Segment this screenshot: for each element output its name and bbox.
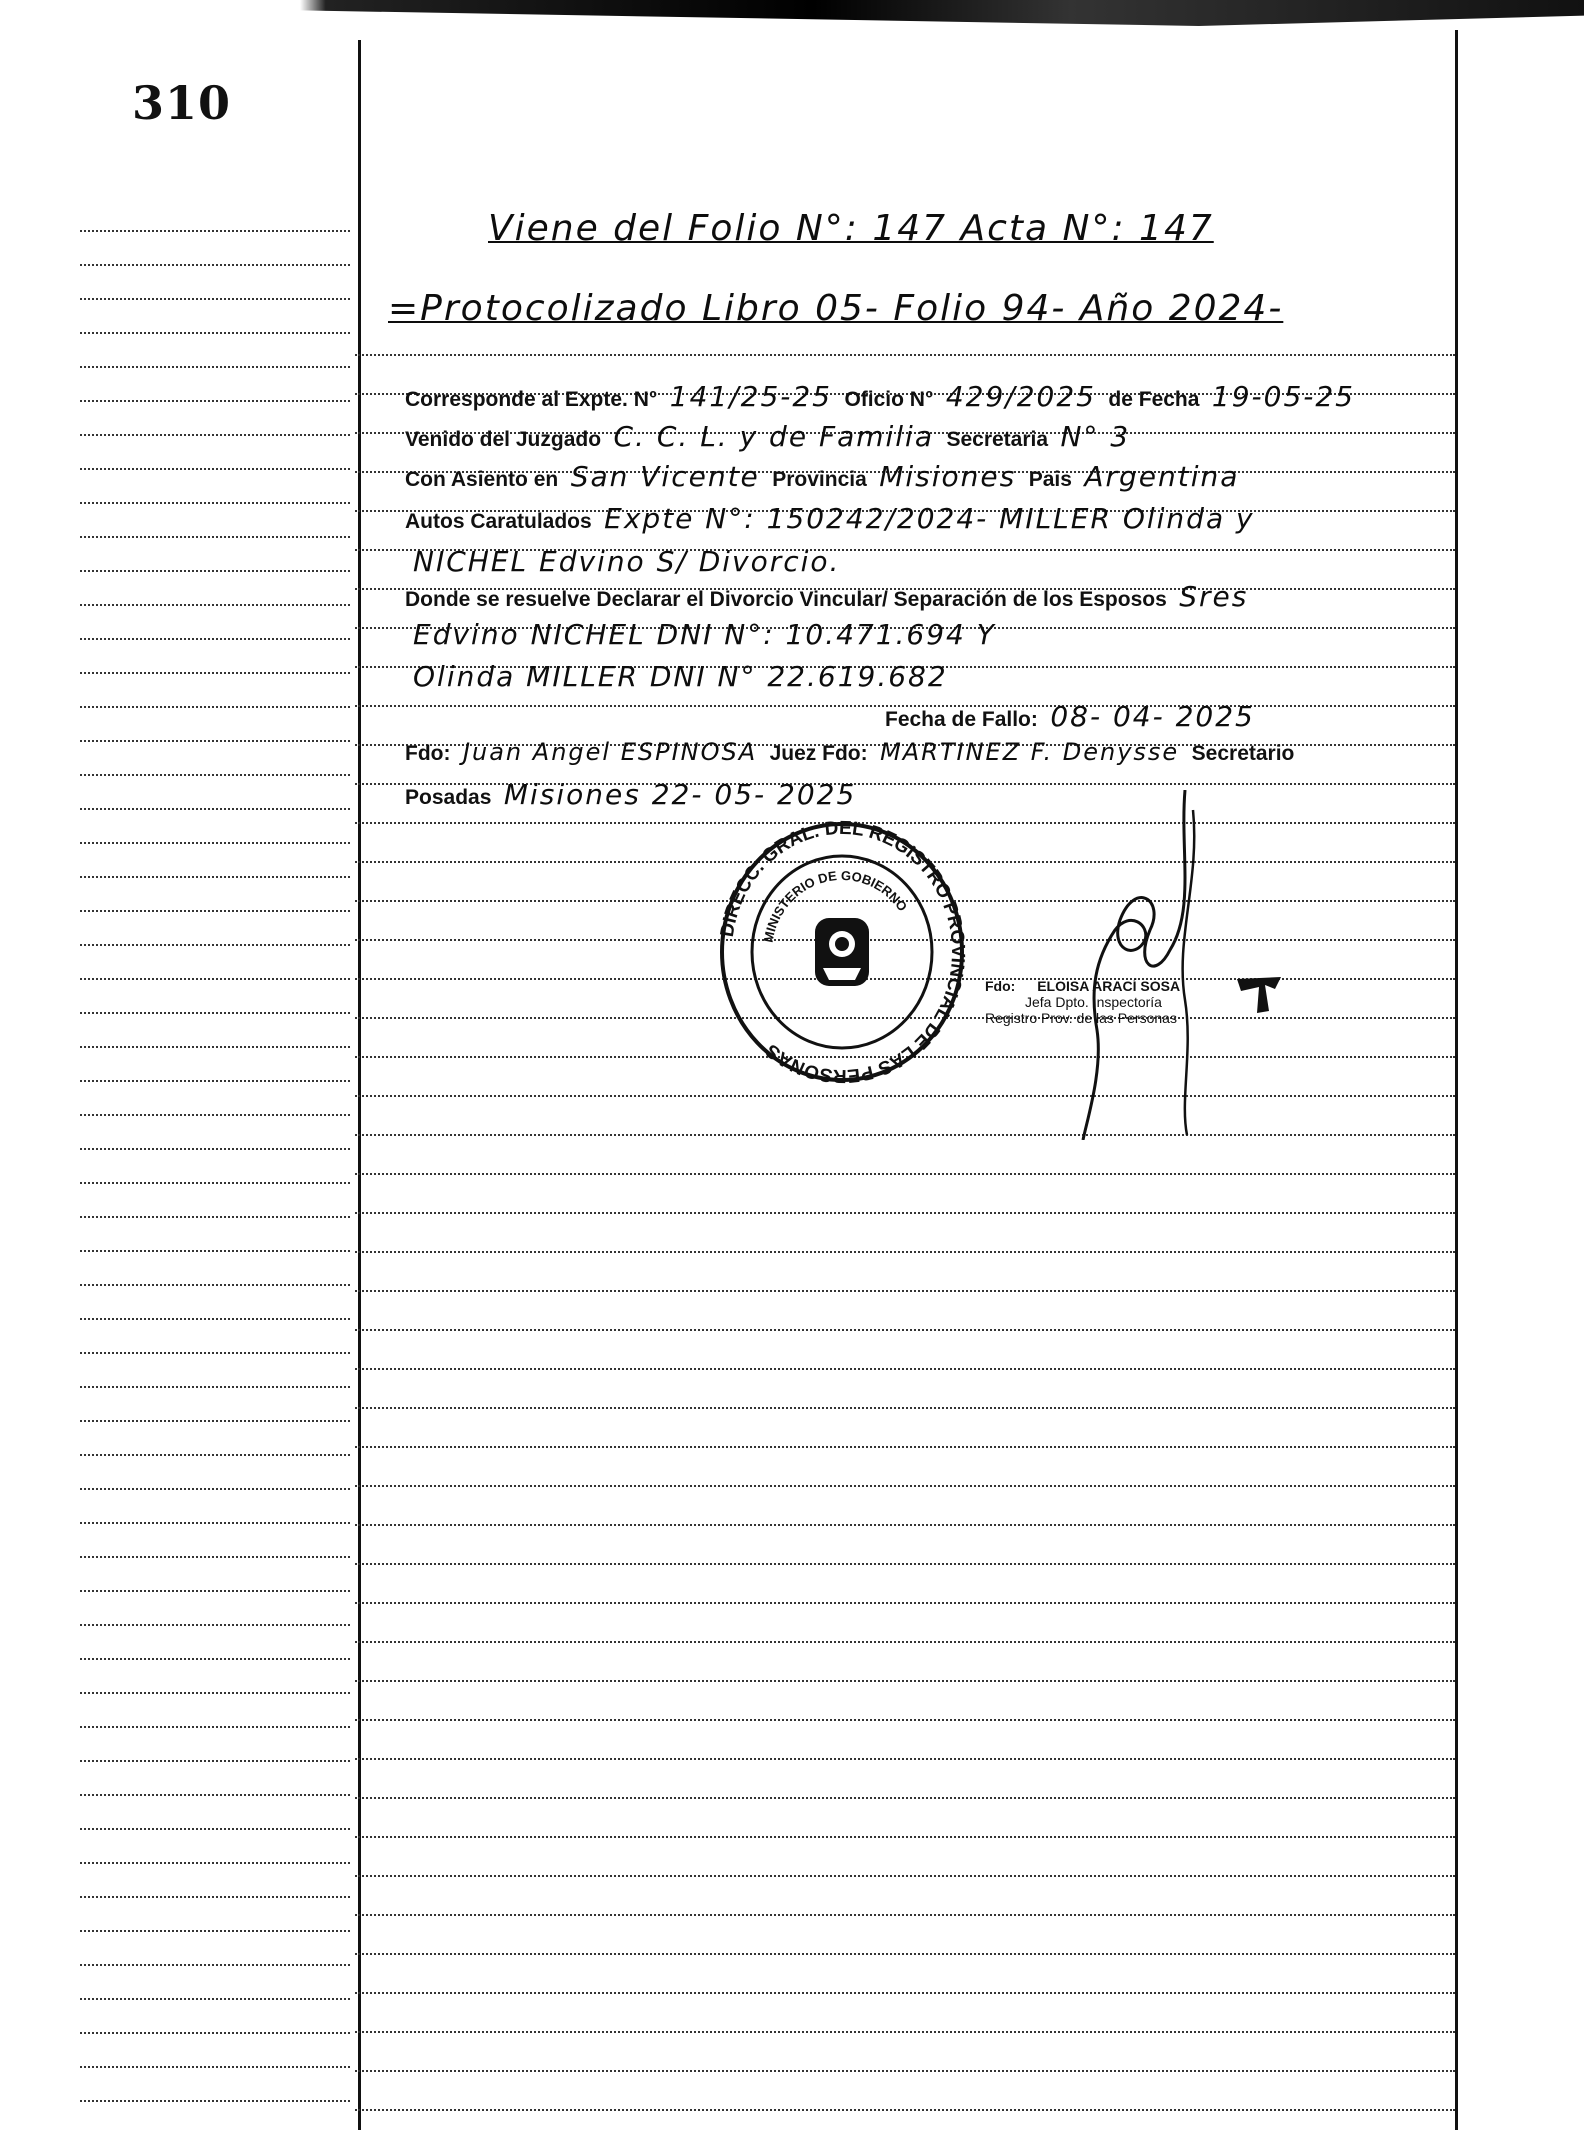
content-rule	[355, 1758, 1455, 1760]
content-rule	[355, 1836, 1455, 1838]
content-rule	[355, 1134, 1455, 1136]
margin-rule	[80, 706, 350, 708]
margin-rule	[80, 502, 350, 504]
stamp-prefix: Fdo:	[985, 978, 1016, 994]
margin-rule	[80, 1386, 350, 1388]
margin-rule	[80, 1726, 350, 1728]
value-secretario: MARTINEZ F. Denysse	[880, 738, 1180, 766]
content-rule	[355, 1485, 1455, 1487]
margin-rule	[80, 1182, 350, 1184]
value-autos-2: NICHEL Edvino S/ Divorcio.	[413, 545, 841, 578]
margin-rule	[80, 536, 350, 538]
content-rule	[355, 1173, 1455, 1175]
margin-rule	[80, 1318, 350, 1320]
stamp-role: Jefa Dpto. Inspectoría	[1025, 994, 1162, 1010]
page-number: 310	[132, 76, 232, 130]
margin-rule	[80, 366, 350, 368]
content-rule	[355, 1095, 1455, 1097]
value-expediente: 141/25-25	[669, 380, 832, 413]
value-fecha: 19-05-25	[1211, 380, 1355, 413]
coat-of-arms-icon	[815, 918, 869, 986]
margin-rule	[80, 400, 350, 402]
margin-rule	[80, 638, 350, 640]
value-donde: Sres	[1179, 580, 1249, 613]
row-autos-cont	[405, 545, 848, 583]
value-posadas: Misiones 22- 05- 2025	[503, 778, 857, 811]
value-juzgado: C. C. L. y de Familia	[613, 420, 934, 453]
margin-rule	[80, 570, 350, 572]
row-expediente	[405, 380, 1363, 418]
margin-rule	[80, 740, 350, 742]
margin-rule	[80, 1250, 350, 1252]
margin-rule	[80, 332, 350, 334]
margin-rule	[80, 1896, 350, 1898]
margin-rule	[80, 1556, 350, 1558]
margin-rule	[80, 1012, 350, 1014]
margin-rule	[80, 1828, 350, 1830]
margin-rule	[80, 1114, 350, 1116]
row-esposo-2	[405, 660, 956, 698]
margin-rule	[80, 1522, 350, 1524]
margin-rule	[80, 1420, 350, 1422]
content-rule	[355, 1602, 1455, 1604]
margin-rule	[80, 1488, 350, 1490]
value-secretaria: N° 3	[1060, 420, 1131, 453]
content-rule	[355, 1641, 1455, 1643]
content-rule	[355, 1563, 1455, 1565]
margin-rule	[80, 2100, 350, 2102]
label-fdo: Fdo:	[405, 742, 451, 765]
value-provincia: Misiones	[879, 460, 1017, 493]
margin-rule	[80, 808, 350, 810]
content-rule	[355, 1914, 1455, 1916]
value-juez: Juan Angel ESPINOSA	[462, 738, 758, 766]
row-esposo-1	[405, 618, 1004, 656]
stamp-name: ELOISA ARACÍ SOSA	[1037, 978, 1181, 994]
margin-rule	[80, 1352, 350, 1354]
margin-rule	[80, 1454, 350, 1456]
margin-rule	[80, 1760, 350, 1762]
seal-outer-text: DIRECC. GRAL. DEL REGISTRO PROVINCIAL DE LAS PERSONAS	[716, 820, 969, 1085]
handwritten-signature	[1075, 790, 1215, 1140]
official-stamp	[985, 978, 1180, 1026]
margin-rule	[80, 264, 350, 266]
label-provincia: Provincia	[772, 468, 867, 491]
label-juez: Juez Fdo:	[769, 742, 868, 765]
margin-ruled-lines	[80, 230, 350, 2110]
stamp-org: Registro Prov. de las Personas	[985, 1010, 1177, 1026]
margin-rule	[80, 774, 350, 776]
content-rule	[355, 1251, 1455, 1253]
row-fecha-fallo	[885, 700, 1263, 738]
content-rule	[355, 1290, 1455, 1292]
margin-rule	[80, 944, 350, 946]
margin-rule	[80, 298, 350, 300]
row-juzgado	[405, 420, 1138, 458]
label-posadas: Posadas	[405, 786, 492, 809]
margin-rule	[80, 876, 350, 878]
margin-rule	[80, 434, 350, 436]
row-resolucion	[405, 580, 1256, 618]
margin-rule	[80, 2066, 350, 2068]
margin-rule	[80, 1862, 350, 1864]
content-rule	[355, 1875, 1455, 1877]
official-seal	[715, 820, 970, 1085]
content-rule	[355, 2109, 1455, 2111]
header-protocolizado: =Protocolizado Libro 05- Folio 94- Año 2024-	[388, 288, 1284, 329]
content-rule	[355, 1953, 1455, 1955]
margin-rule	[80, 910, 350, 912]
margin-rule	[80, 1148, 350, 1150]
margin-rule	[80, 1284, 350, 1286]
label-venido: Venido del Juzgado	[405, 428, 602, 451]
content-rule	[355, 1719, 1455, 1721]
row-firmas	[405, 738, 1294, 776]
content-rule	[355, 1329, 1455, 1331]
margin-rule	[80, 1998, 350, 2000]
label-secretaria: Secretaria	[946, 428, 1049, 451]
content-rule	[355, 1797, 1455, 1799]
seal-inner-text: MINISTERIO DE GOBIERNO	[760, 867, 911, 944]
value-esposo-1: Edvino NICHEL DNI N°: 10.471.694 Y	[413, 618, 996, 651]
value-fecha-fallo: 08- 04- 2025	[1050, 700, 1255, 733]
content-rule	[355, 1446, 1455, 1448]
label-oficio: Oficio N°	[844, 388, 934, 411]
margin-rule	[80, 1964, 350, 1966]
margin-rule	[80, 2032, 350, 2034]
value-autos-1: Expte N°: 150242/2024- MILLER Olinda y	[604, 502, 1255, 535]
margin-rule	[80, 604, 350, 606]
header-folio-acta: Viene del Folio N°: 147 Acta N°: 147	[488, 208, 1214, 249]
value-asiento: San Vicente	[570, 460, 760, 493]
label-secretario: Secretario	[1191, 742, 1295, 765]
margin-rule	[80, 230, 350, 232]
value-pais: Argentina	[1084, 460, 1240, 493]
content-rule	[355, 354, 1455, 356]
margin-rule	[80, 1658, 350, 1660]
row-autos	[405, 502, 1263, 540]
content-rule	[355, 1212, 1455, 1214]
label-pais: Pais	[1028, 468, 1072, 491]
margin-rule	[80, 1046, 350, 1048]
margin-rule	[80, 978, 350, 980]
value-oficio: 429/2025	[945, 380, 1096, 413]
margin-rule	[80, 1590, 350, 1592]
row-asiento	[405, 460, 1247, 498]
margin-rule	[80, 1624, 350, 1626]
value-esposo-2: Olinda MILLER DNI N° 22.619.682	[413, 660, 948, 693]
label-fecha-fallo: Fecha de Fallo:	[885, 708, 1038, 731]
label-donde: Donde se resuelve Declarar el Divorcio Vincular/ Separación de los Esposos	[405, 588, 1167, 611]
label-autos: Autos Caratulados	[405, 510, 592, 533]
margin-rule	[80, 672, 350, 674]
content-rule	[355, 2031, 1455, 2033]
margin-divider-right	[1455, 30, 1458, 2130]
content-rule	[355, 1524, 1455, 1526]
margin-rule	[80, 1216, 350, 1218]
row-posadas	[405, 778, 864, 816]
content-rule	[355, 2070, 1455, 2072]
content-rule	[355, 1407, 1455, 1409]
margin-rule	[80, 842, 350, 844]
margin-rule	[80, 1930, 350, 1932]
label-corresponde: Corresponde al Expte. N°	[405, 388, 658, 411]
margin-rule	[80, 1080, 350, 1082]
label-fecha: de Fecha	[1108, 388, 1200, 411]
label-asiento: Con Asiento en	[405, 468, 559, 491]
margin-rule	[80, 1794, 350, 1796]
margin-rule	[80, 468, 350, 470]
content-rule	[355, 1680, 1455, 1682]
content-rule	[355, 1368, 1455, 1370]
margin-rule	[80, 1692, 350, 1694]
content-rule	[355, 1992, 1455, 1994]
stamp-mark-icon	[1235, 975, 1285, 1015]
